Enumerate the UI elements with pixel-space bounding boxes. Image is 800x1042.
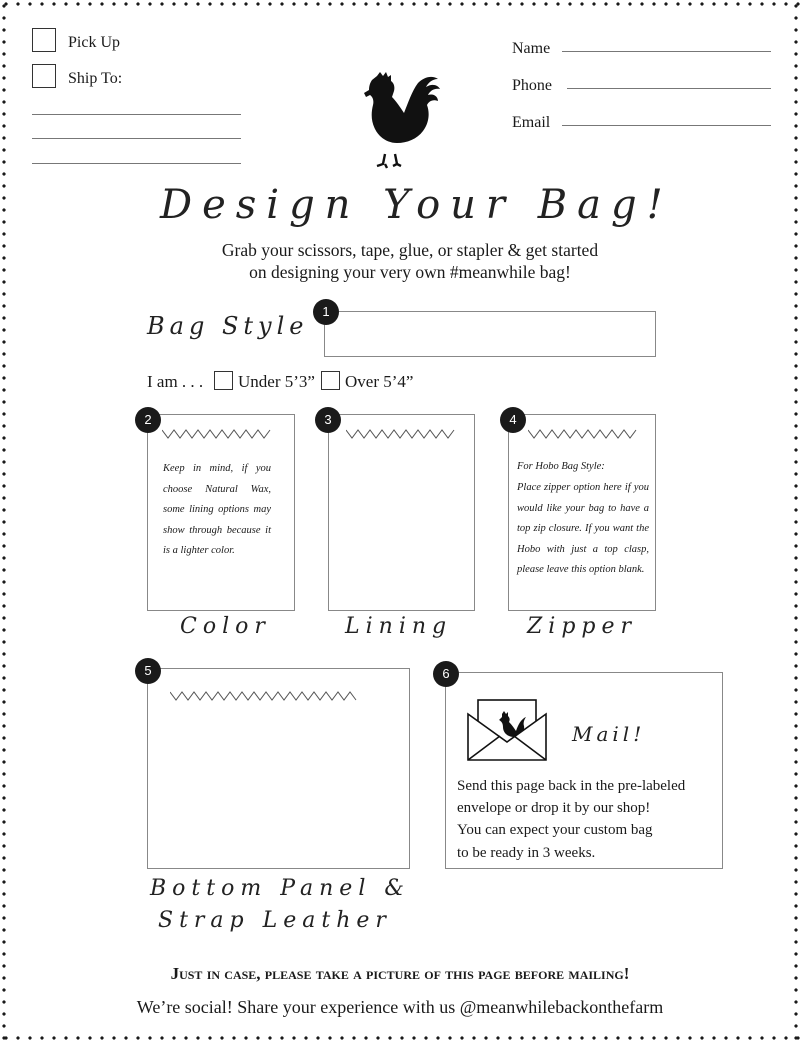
bottom-panel-label-1: Bottom Panel & [150, 876, 410, 901]
step-6-badge: 6 [433, 661, 459, 687]
color-label: Color [180, 614, 271, 639]
mail-line-1: Send this page back in the pre-labeled [457, 778, 686, 794]
footer-notice: Just in case, please take a picture of this page before mailing! [170, 964, 630, 983]
page-title: Design Your Bag! [160, 182, 673, 228]
color-note: Keep in mind, if you choose Natural Wax, some lining options may show through because it is a lighter color. [163, 463, 271, 556]
rooster-icon [355, 70, 447, 170]
name-line[interactable] [562, 51, 771, 52]
zipper-note-heading: For Hobo Bag Style: [517, 461, 605, 472]
pick-up-label: Pick Up [68, 34, 120, 51]
zigzag-edge [346, 428, 456, 440]
step-1-badge: 1 [313, 299, 339, 325]
phone-label: Phone [512, 77, 552, 94]
step-5-badge: 5 [135, 658, 161, 684]
footer-social: We’re social! Share your experience with us @meanwhilebackonthefarm [136, 997, 664, 1017]
ship-to-checkbox[interactable] [32, 64, 56, 88]
bottom-panel-label-2: Strap Leather [158, 908, 392, 933]
border-top [0, 2, 800, 6]
border-left [2, 0, 6, 1042]
zipper-note: Place zipper option here if you would like your bag to have a top zip closure. If you want the Hobo with just a top clasp, please leave this option blank. [517, 482, 649, 575]
bag-style-label: Bag Style [147, 312, 309, 340]
over-5-4-label: Over 5’4” [345, 372, 414, 391]
email-label: Email [512, 114, 551, 131]
step-3-badge: 3 [315, 407, 341, 433]
border-bottom [0, 1036, 800, 1040]
height-prefix: I am . . . [147, 372, 204, 391]
lining-swatch-box[interactable] [328, 414, 475, 611]
phone-line[interactable] [567, 88, 771, 89]
ship-address-line-2[interactable] [32, 138, 241, 139]
ship-address-line-1[interactable] [32, 114, 241, 115]
zigzag-edge [170, 690, 360, 702]
step-4-badge: 4 [500, 407, 526, 433]
zigzag-edge [162, 428, 272, 440]
mail-line-3: You can expect your custom bag [457, 822, 653, 838]
zipper-label: Zipper [527, 614, 638, 639]
zigzag-edge [528, 428, 638, 440]
subtitle-line-2: on designing your very own #meanwhile bag! [249, 262, 571, 282]
name-label: Name [512, 40, 551, 57]
ship-to-label: Ship To: [68, 70, 123, 87]
email-line[interactable] [562, 125, 771, 126]
mail-title: Mail! [572, 722, 646, 746]
step-2-badge: 2 [135, 407, 161, 433]
over-5-4-checkbox[interactable] [321, 371, 340, 390]
border-right [794, 0, 798, 1042]
mail-line-4: to be ready in 3 weeks. [457, 845, 596, 861]
subtitle-line-1: Grab your scissors, tape, glue, or stapler & get started [221, 240, 599, 260]
pick-up-checkbox[interactable] [32, 28, 56, 52]
bag-style-box[interactable] [324, 311, 656, 357]
under-5-3-checkbox[interactable] [214, 371, 233, 390]
envelope-icon [466, 686, 548, 764]
under-5-3-label: Under 5’3” [238, 372, 315, 391]
mail-line-2: envelope or drop it by our shop! [457, 800, 651, 816]
ship-address-line-3[interactable] [32, 163, 241, 164]
lining-label: Lining [345, 614, 453, 639]
